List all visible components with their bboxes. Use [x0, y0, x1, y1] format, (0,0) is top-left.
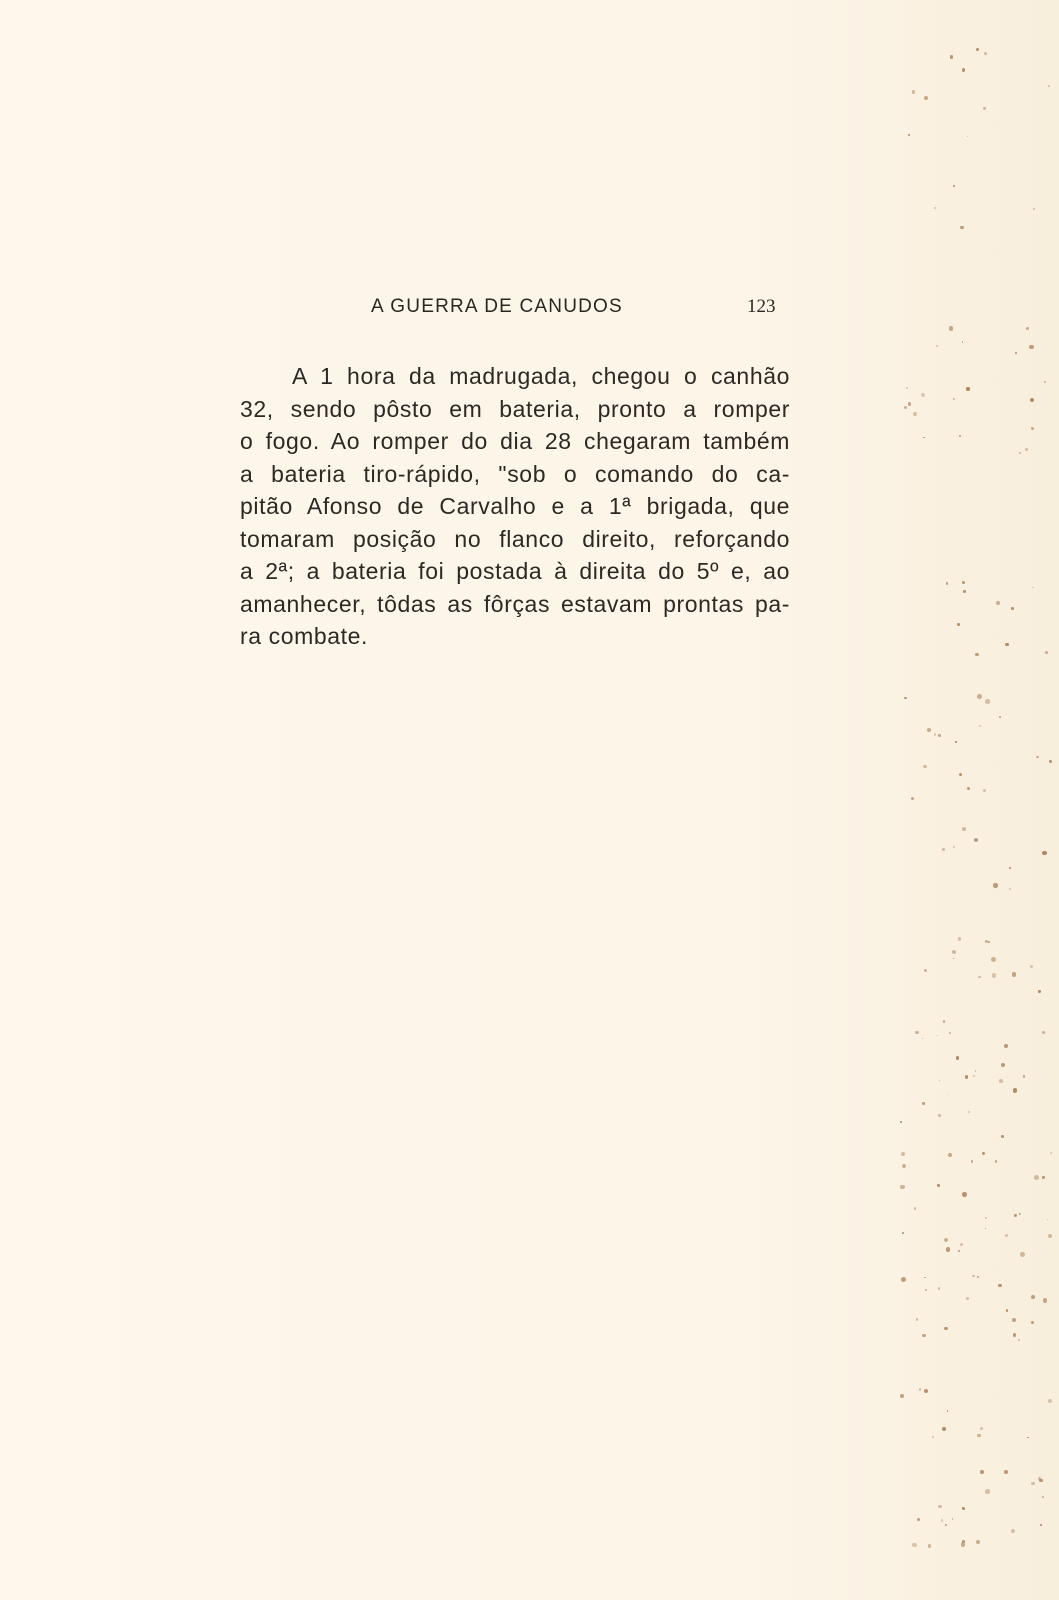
- foxing-spot: [955, 741, 957, 743]
- foxing-spot: [946, 1247, 951, 1252]
- foxing-spot: [923, 765, 927, 769]
- foxing-spot: [971, 1160, 973, 1162]
- foxing-spot: [914, 1207, 917, 1210]
- foxing-spot: [1025, 448, 1028, 451]
- foxing-spot: [922, 1038, 924, 1040]
- foxing-spot: [942, 1427, 946, 1431]
- foxing-spot: [1045, 651, 1048, 654]
- foxing-spot: [924, 1277, 926, 1279]
- foxing-spot: [1047, 1219, 1049, 1221]
- foxing-spot: [980, 1427, 983, 1430]
- foxing-spot: [960, 1243, 964, 1247]
- foxing-spot: [1026, 327, 1029, 330]
- foxing-spot: [983, 107, 986, 110]
- foxing-spot: [1013, 1333, 1017, 1337]
- text-line: a 2ª; a bateria foi postada à direita do 5º e, ao: [240, 558, 790, 584]
- foxing-spot: [1019, 1213, 1021, 1215]
- foxing-spot: [973, 1075, 975, 1077]
- foxing-spot: [915, 1031, 919, 1035]
- text-line: A 1 hora da madrugada, chegou o canhão: [292, 363, 790, 389]
- foxing-spot: [934, 733, 937, 736]
- foxing-spot: [975, 653, 979, 657]
- page-number: 123: [747, 296, 776, 317]
- text-line: o fogo. Ao romper do dia 28 chegaram também: [240, 428, 790, 454]
- foxing-spot: [999, 716, 1001, 718]
- foxing-spot: [1031, 1321, 1034, 1324]
- foxing-spot: [947, 1094, 949, 1096]
- foxing-spot: [984, 52, 987, 55]
- foxing-spot: [962, 1507, 965, 1510]
- foxing-spot: [1048, 85, 1050, 87]
- foxing-spot: [965, 1075, 969, 1079]
- foxing-spot: [1042, 851, 1047, 856]
- foxing-spot: [912, 1543, 917, 1548]
- foxing-spot: [1031, 1295, 1035, 1299]
- foxing-spot: [953, 846, 956, 849]
- foxing-spot: [976, 1540, 981, 1545]
- foxing-spot: [1048, 1234, 1052, 1238]
- foxing-spot: [977, 1276, 980, 1279]
- foxing-spot: [924, 96, 928, 100]
- foxing-spot: [919, 1388, 922, 1391]
- foxing-spot: [904, 697, 907, 700]
- foxing-spot: [974, 838, 978, 842]
- foxing-spot: [1044, 381, 1046, 383]
- foxing-spot: [902, 1164, 906, 1168]
- foxing-spot: [1036, 756, 1039, 759]
- foxing-spot: [902, 1232, 904, 1234]
- foxing-spot: [1031, 427, 1034, 430]
- foxing-spot: [939, 1080, 941, 1082]
- foxing-spot: [921, 393, 925, 397]
- foxing-spot: [952, 950, 957, 955]
- running-title: A GUERRA DE CANUDOS: [371, 296, 623, 317]
- foxing-spot: [922, 1334, 926, 1338]
- foxing-spot: [927, 728, 931, 732]
- foxing-spot: [958, 937, 962, 941]
- foxing-spot: [1015, 352, 1017, 354]
- foxing-spot: [1043, 1298, 1047, 1302]
- foxing-spot: [1048, 1399, 1053, 1404]
- foxing-spot: [901, 1152, 905, 1156]
- foxing-spot: [911, 797, 914, 800]
- foxing-spot: [1019, 452, 1021, 454]
- foxing-spot: [1014, 1214, 1017, 1217]
- foxing-spot: [996, 601, 1000, 605]
- foxing-spot: [956, 1056, 960, 1060]
- foxing-spot: [972, 1275, 974, 1277]
- foxing-spot: [958, 1250, 961, 1253]
- text-line: ra combate.: [240, 623, 369, 649]
- foxing-spot: [977, 694, 982, 699]
- foxing-spot: [1011, 1529, 1015, 1533]
- foxing-spot: [953, 958, 955, 960]
- foxing-spot: [950, 55, 953, 58]
- foxing-spot: [962, 341, 964, 343]
- foxing-spot: [932, 1436, 934, 1438]
- foxing-spot: [1033, 208, 1035, 210]
- foxing-spot: [995, 1160, 998, 1163]
- foxing-spot: [908, 134, 910, 136]
- foxing-spot: [928, 1544, 932, 1548]
- foxing-spot: [925, 1289, 927, 1291]
- foxing-spot: [949, 1032, 951, 1034]
- text-line: amanhecer, tôdas as fôrças estavam prontas pa-: [240, 590, 790, 617]
- foxing-spot: [923, 437, 925, 439]
- foxing-spot: [1027, 1437, 1029, 1439]
- foxing-spot: [941, 1519, 944, 1522]
- foxing-spot: [948, 1153, 952, 1157]
- foxing-spot: [924, 969, 927, 972]
- foxing-spot: [1006, 1309, 1009, 1312]
- foxing-spot: [991, 957, 996, 962]
- foxing-spot: [983, 789, 986, 792]
- foxing-spot: [957, 623, 960, 626]
- foxing-spot: [904, 406, 907, 409]
- foxing-spot: [967, 787, 970, 790]
- text-line: a bateria tiro-rápido, "sob o comando do ca-: [240, 460, 790, 487]
- foxing-spot: [1020, 1252, 1025, 1257]
- foxing-spot: [1030, 965, 1033, 968]
- foxing-spot: [1009, 867, 1011, 869]
- foxing-spot: [1040, 1524, 1043, 1527]
- foxing-spot: [992, 973, 996, 977]
- foxing-spot: [976, 48, 979, 51]
- foxing-spot: [1039, 1479, 1043, 1483]
- foxing-spot: [1042, 1031, 1045, 1034]
- foxing-spot: [922, 1102, 926, 1106]
- foxing-spot: [1004, 1470, 1008, 1474]
- foxing-spot: [945, 1524, 947, 1526]
- foxing-spot: [1029, 345, 1034, 350]
- foxing-spot: [985, 1489, 990, 1494]
- foxing-spot: [938, 1505, 942, 1509]
- foxing-spot: [962, 827, 966, 831]
- foxing-spot: [967, 136, 969, 138]
- foxing-spot: [1004, 1044, 1008, 1048]
- foxing-spot: [943, 1020, 946, 1023]
- foxing-spot: [1032, 587, 1034, 589]
- foxing-spot: [936, 345, 938, 347]
- foxing-spot: [1050, 1152, 1053, 1155]
- foxing-spot: [1042, 1496, 1044, 1498]
- foxing-spot: [901, 1277, 906, 1282]
- running-head: [371, 296, 791, 326]
- foxing-spot: [985, 1217, 987, 1219]
- foxing-spot: [998, 1284, 1002, 1288]
- foxing-spot: [953, 398, 955, 400]
- text-line: tomaram posição no flanco direito, reforçando: [240, 525, 790, 552]
- foxing-spot: [946, 582, 948, 584]
- foxing-spot: [975, 1070, 977, 1072]
- foxing-spot: [947, 1410, 949, 1412]
- foxing-spot: [962, 68, 966, 72]
- text-line: 32, sendo pôsto em bateria, pronto a romper: [240, 395, 790, 422]
- foxing-spot: [963, 590, 966, 593]
- foxing-spot: [999, 1079, 1003, 1083]
- foxing-spot: [937, 1184, 940, 1187]
- foxing-spot: [1009, 888, 1011, 890]
- foxing-spot: [985, 699, 990, 704]
- foxing-spot: [977, 1434, 980, 1437]
- foxing-spot: [913, 412, 917, 416]
- body-paragraph: [240, 360, 790, 653]
- foxing-spots: [860, 40, 1059, 1600]
- foxing-spot: [1001, 1063, 1006, 1068]
- foxing-spot: [1031, 1482, 1035, 1486]
- foxing-spot: [937, 1035, 939, 1037]
- foxing-spot: [962, 581, 965, 584]
- foxing-spot: [1013, 1088, 1018, 1093]
- foxing-spot: [944, 1327, 948, 1331]
- foxing-spot: [938, 1114, 941, 1117]
- foxing-spot: [966, 1297, 969, 1300]
- foxing-spot: [1049, 760, 1052, 763]
- foxing-spot: [908, 402, 911, 405]
- foxing-spot: [953, 185, 956, 188]
- foxing-spot: [900, 1121, 902, 1123]
- foxing-spot: [938, 734, 941, 737]
- foxing-spot: [906, 387, 908, 389]
- foxing-spot: [982, 1152, 985, 1155]
- foxing-spot: [1012, 972, 1016, 976]
- text-line: pitão Afonso de Carvalho e a 1ª brigada, que: [240, 493, 790, 519]
- foxing-spot: [900, 1394, 904, 1398]
- foxing-spot: [979, 725, 981, 727]
- foxing-spot: [1005, 1234, 1008, 1237]
- foxing-spot: [985, 1228, 987, 1230]
- foxing-spot: [1012, 1318, 1016, 1322]
- foxing-spot: [1034, 1175, 1039, 1180]
- foxing-spot: [938, 1287, 941, 1290]
- foxing-spot: [900, 1185, 905, 1190]
- foxing-spot: [1018, 1339, 1020, 1341]
- foxing-spot: [968, 1111, 970, 1113]
- foxing-spot: [944, 1238, 948, 1242]
- foxing-spot: [978, 976, 980, 978]
- foxing-spot: [1001, 1135, 1004, 1138]
- foxing-spot: [924, 1389, 928, 1393]
- foxing-spot: [1011, 607, 1014, 610]
- foxing-spot: [1023, 1075, 1026, 1078]
- foxing-spot: [961, 1542, 966, 1547]
- foxing-spot: [1030, 398, 1034, 402]
- foxing-spot: [980, 1470, 984, 1474]
- foxing-spot: [1038, 990, 1041, 993]
- foxing-spot: [993, 883, 998, 888]
- foxing-spot: [959, 435, 961, 437]
- foxing-spot: [942, 848, 945, 851]
- foxing-spot: [962, 1192, 967, 1197]
- foxing-spot: [917, 1518, 920, 1521]
- foxing-spot: [949, 326, 954, 331]
- foxing-spot: [988, 941, 991, 944]
- foxing-spot: [952, 1518, 954, 1520]
- foxing-spot: [960, 226, 964, 230]
- foxing-spot: [959, 773, 963, 777]
- foxing-spot: [966, 387, 970, 391]
- foxing-spot: [1042, 1176, 1044, 1178]
- foxing-spot: [1005, 643, 1008, 646]
- foxing-spot: [912, 90, 916, 94]
- foxing-spot: [934, 207, 936, 209]
- foxing-spot: [916, 1318, 919, 1321]
